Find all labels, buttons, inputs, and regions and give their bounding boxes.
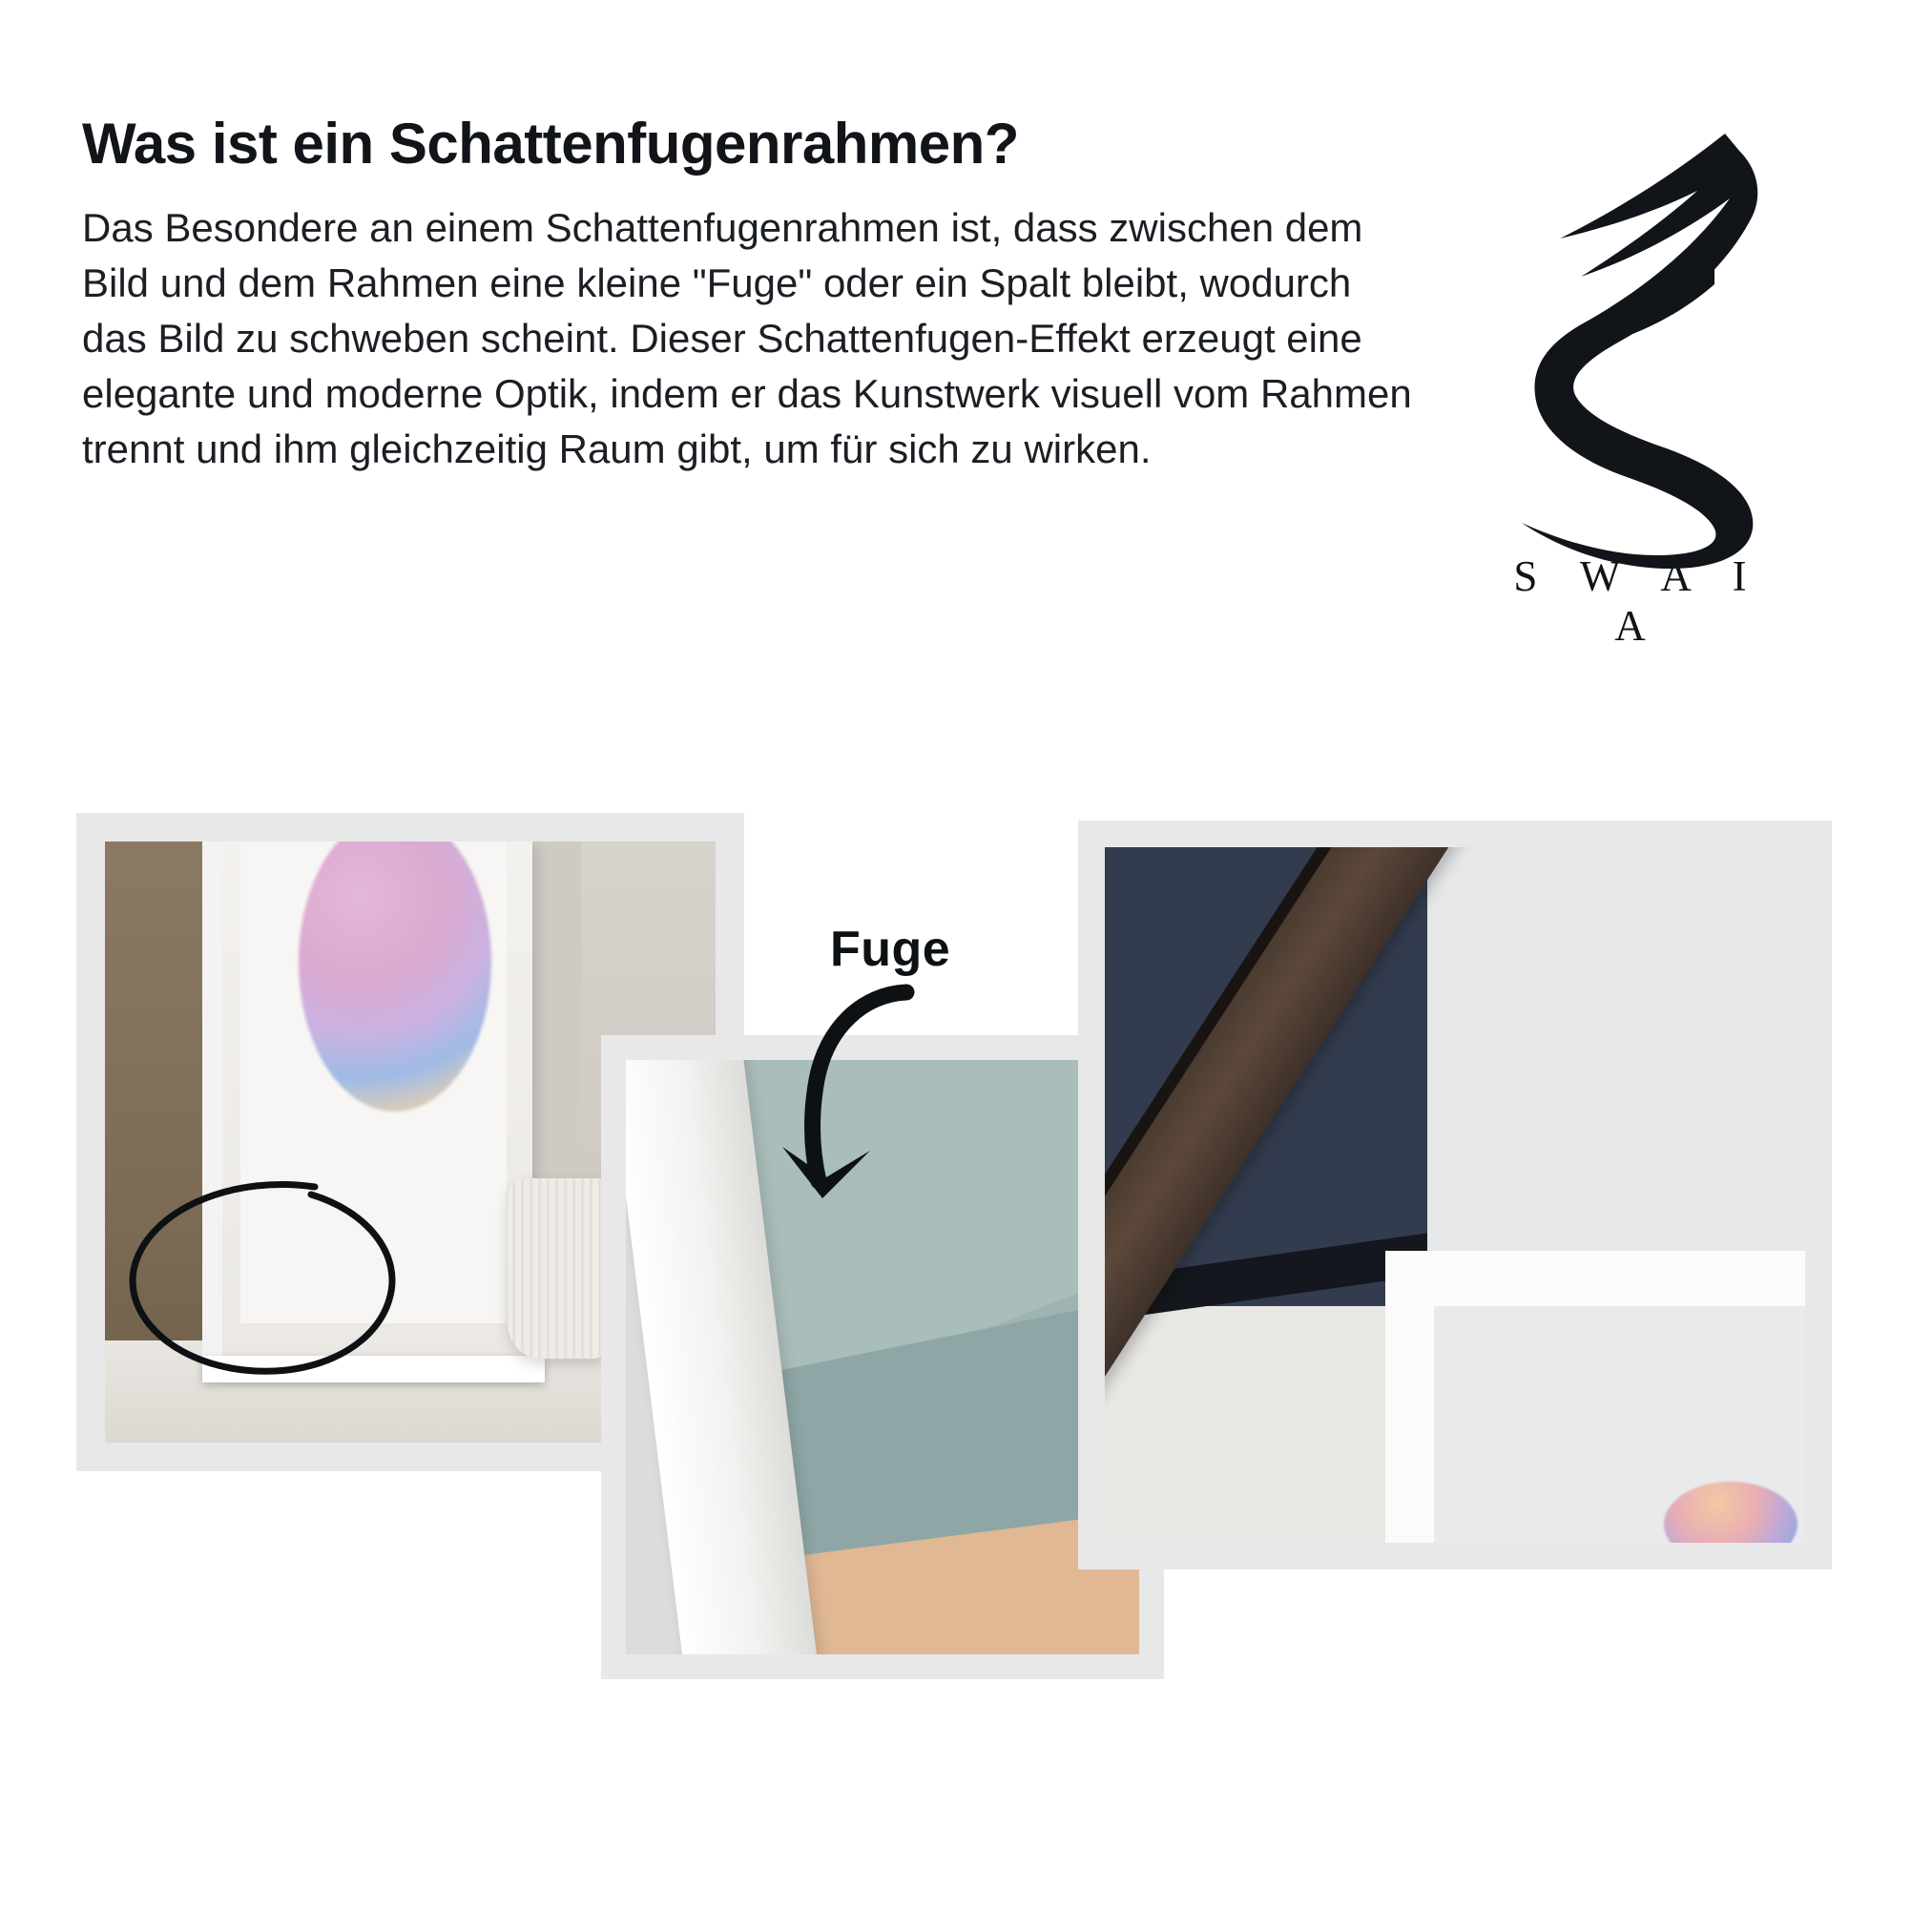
swaia-s-monogram-icon (1493, 124, 1770, 572)
photo-right-image (1105, 847, 1805, 1543)
photo-left-frame-bottom-edge (202, 1356, 544, 1382)
photo-right-white-mat (1427, 847, 1805, 1251)
photo-mid-image (626, 1060, 1139, 1654)
photo-left-gradient-blob (299, 841, 490, 1111)
brand-logo (1474, 124, 1789, 651)
photo-left-art-surface (240, 841, 508, 1323)
photo-dark-wood-and-white-frames (1078, 821, 1832, 1569)
photo-right-white-frame-inset (1434, 1306, 1805, 1543)
photo-left-frame-side (202, 841, 221, 1382)
photo-left-framed-art (215, 841, 532, 1370)
intro-text-block (82, 113, 1437, 477)
photo-collage (0, 792, 1932, 1932)
brand-wordmark: S W A I A (1513, 552, 1763, 650)
fuge-label: Fuge (830, 922, 951, 977)
photo-right-gradient-blob (1664, 1482, 1797, 1543)
page-title: Was ist ein Schattenfugenrahmen? (82, 112, 1019, 176)
intro-paragraph: Das Besondere an einem Schattenfugenrahmen ist, dass zwischen dem Bild und dem Rahmen eine kleine "Fuge" oder ein Spalt bleibt, wodurch das Bild zu schweben scheint. Dieser Schattenfugen-Effekt erzeugt eine elegante und moderne Optik, indem er das Kunstwerk visuell vom Rahmen trennt und ihm gleichzeitig Raum gibt, um für sich zu wirken. (82, 205, 1412, 471)
